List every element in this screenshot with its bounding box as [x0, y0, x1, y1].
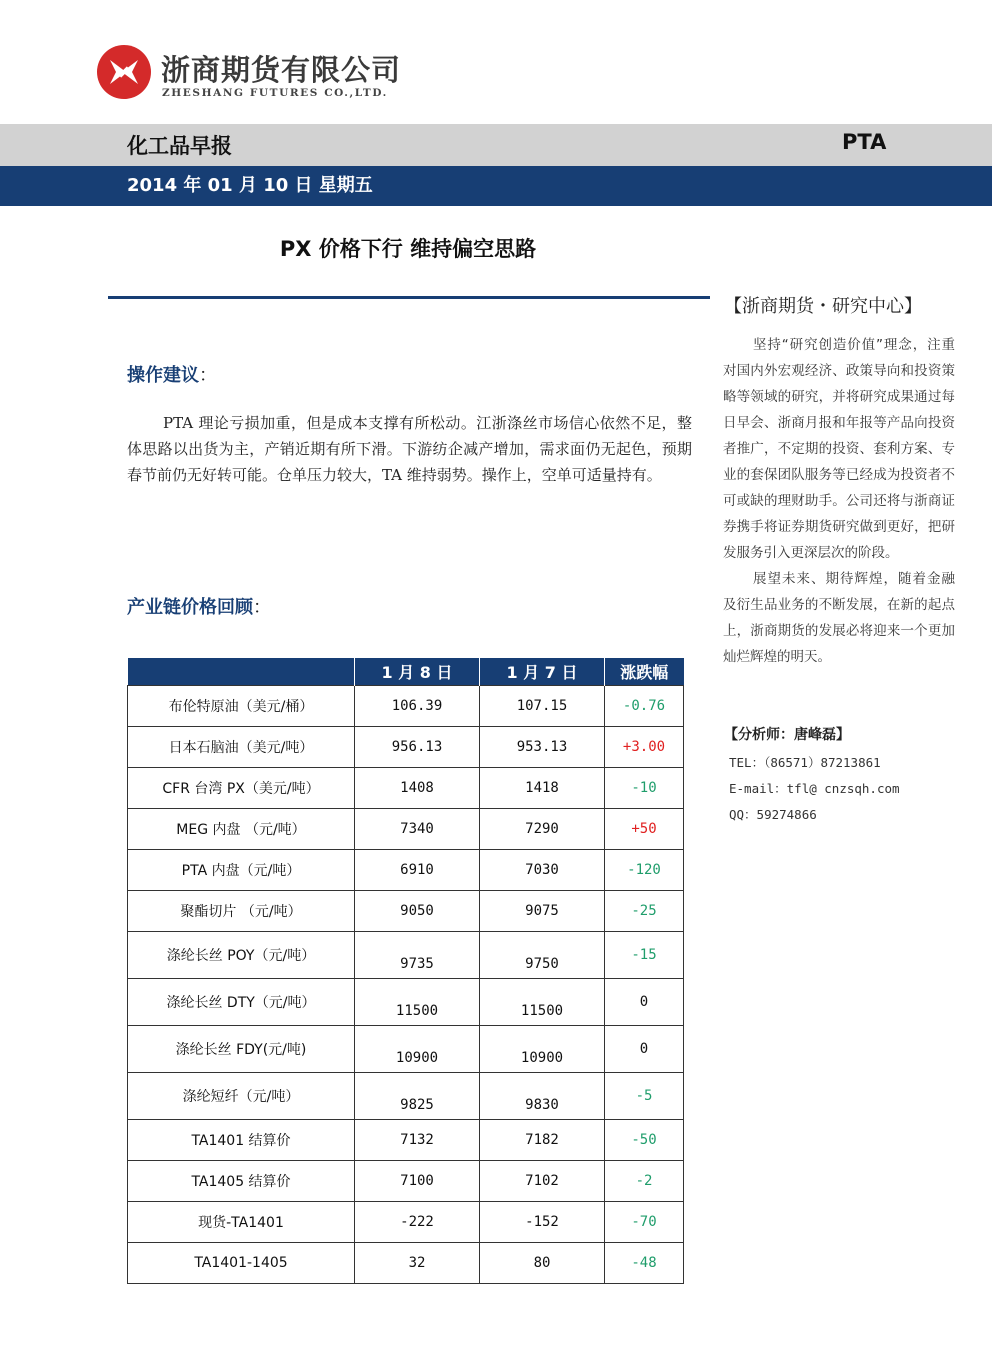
item-name-cell: 涤纶长丝 POY（元/吨）: [128, 932, 355, 979]
change-cell: 0: [605, 1026, 684, 1073]
table-row: [128, 932, 684, 979]
value-jan8-cell: -222: [355, 1202, 480, 1243]
product-code: PTA: [842, 130, 887, 154]
value-jan8-cell: 956.13: [355, 727, 480, 768]
advice-text: PTA 理论亏损加重，但是成本支撑有所松动。江浙涤丝市场信心依然不足，整体思路以出货为主，产销近期有所下滑。下游纺企减产增加，需求面仍无起色，预期春节前仍无好转可能。仓单压力较大，TA 维持弱势。操作上，空单可适量持有。: [127, 414, 692, 484]
advice-title: [127, 361, 217, 387]
table-row: [128, 1202, 684, 1243]
research-center-text: [723, 332, 955, 670]
company-name-en: ZHESHANG FUTURES CO.,LTD.: [162, 87, 388, 99]
header-date-2: 1 月 7 日: [480, 658, 605, 686]
change-cell: -5: [605, 1073, 684, 1120]
item-name-cell: 涤纶长丝 FDY(元/吨): [128, 1026, 355, 1073]
change-cell: 0: [605, 979, 684, 1026]
research-center-para-1: 坚持“研究创造价值”理念，注重对国内外宏观经济、政策导向和投资策略等领域的研究，并将研究成果通过每日早会、浙商月报和年报等产品向投资者推广，不定期的投资、套利方案、专业的套保团队服务等已经成为投资者不可或缺的理财助手。公司还将与浙商证券携手将证券期货研究做到更好，把研发服务引入更深层次的阶段。: [723, 337, 955, 561]
item-name-cell: 涤纶短纤（元/吨）: [128, 1073, 355, 1120]
table-row: [128, 1073, 684, 1120]
item-name-cell: PTA 内盘（元/吨）: [128, 850, 355, 891]
table-row: [128, 850, 684, 891]
change-cell: -120: [605, 850, 684, 891]
item-name-cell: 涤纶长丝 DTY（元/吨）: [128, 979, 355, 1026]
change-cell: +50: [605, 809, 684, 850]
change-cell: -15: [605, 932, 684, 979]
report-date: 2014 年 01 月 10 日 星期五: [127, 175, 373, 196]
item-name-cell: TA1405 结算价: [128, 1161, 355, 1202]
value-jan7-cell: 953.13: [480, 727, 605, 768]
report-title: 化工品早报: [127, 134, 232, 158]
price-table: [127, 658, 684, 1284]
price-review-title-colon: ：: [253, 597, 271, 618]
header-item: [128, 658, 355, 686]
value-jan8-cell: 1408: [355, 768, 480, 809]
value-jan8-cell: 7340: [355, 809, 480, 850]
value-jan7-cell: -152: [480, 1202, 605, 1243]
change-cell: -70: [605, 1202, 684, 1243]
item-name-cell: 现货-TA1401: [128, 1202, 355, 1243]
value-jan7-cell: 9075: [480, 891, 605, 932]
item-name-cell: 布伦特原油（美元/桶）: [128, 686, 355, 727]
value-jan7-cell: 1418: [480, 768, 605, 809]
table-row: [128, 891, 684, 932]
table-row: [128, 979, 684, 1026]
value-jan7-cell: 7102: [480, 1161, 605, 1202]
value-jan8-cell: 10900: [355, 1026, 480, 1073]
analyst-qq: QQ：59274866: [729, 807, 817, 822]
header-change: 涨跌幅: [605, 658, 684, 686]
table-row: [128, 1243, 684, 1284]
price-review-title-text: 产业链价格回顾: [127, 597, 253, 618]
value-jan8-cell: 11500: [355, 979, 480, 1026]
header-date-1: 1 月 8 日: [355, 658, 480, 686]
table-row: [128, 768, 684, 809]
value-jan7-cell: 7030: [480, 850, 605, 891]
table-row: [128, 1161, 684, 1202]
value-jan8-cell: 9825: [355, 1073, 480, 1120]
advice-title-colon: ：: [199, 365, 217, 386]
value-jan8-cell: 7100: [355, 1161, 480, 1202]
zheshang-logo-icon: [96, 44, 152, 100]
change-cell: -2: [605, 1161, 684, 1202]
item-name-cell: 聚酯切片 （元/吨）: [128, 891, 355, 932]
change-cell: -25: [605, 891, 684, 932]
price-review-title: [127, 593, 271, 619]
analyst-name: 【分析师：唐峰磊】: [724, 727, 850, 743]
price-table-header: [128, 658, 684, 686]
table-row: [128, 686, 684, 727]
change-cell: -0.76: [605, 686, 684, 727]
value-jan7-cell: 107.15: [480, 686, 605, 727]
item-name-cell: 日本石脑油（美元/吨）: [128, 727, 355, 768]
value-jan7-cell: 9750: [480, 932, 605, 979]
item-name-cell: TA1401 结算价: [128, 1120, 355, 1161]
research-center-para-2: 展望未来、期待辉煌，随着金融及衍生品业务的不断发展，在新的起点上，浙商期货的发展必将迎来一个更加灿烂辉煌的明天。: [723, 571, 955, 665]
value-jan8-cell: 32: [355, 1243, 480, 1284]
table-row: [128, 1026, 684, 1073]
change-cell: -50: [605, 1120, 684, 1161]
item-name-cell: MEG 内盘 （元/吨）: [128, 809, 355, 850]
value-jan8-cell: 6910: [355, 850, 480, 891]
research-center-heading: 【浙商期货・研究中心】: [724, 296, 922, 317]
value-jan8-cell: 9050: [355, 891, 480, 932]
table-row: [128, 727, 684, 768]
headline: PX 价格下行 维持偏空思路: [279, 237, 537, 261]
analyst-tel: TEL：（86571）87213861: [729, 755, 881, 770]
value-jan8-cell: 9735: [355, 932, 480, 979]
change-cell: -48: [605, 1243, 684, 1284]
change-cell: +3.00: [605, 727, 684, 768]
value-jan7-cell: 10900: [480, 1026, 605, 1073]
item-name-cell: CFR 台湾 PX（美元/吨）: [128, 768, 355, 809]
table-row: [128, 1120, 684, 1161]
headline-rule: [108, 296, 710, 299]
value-jan8-cell: 106.39: [355, 686, 480, 727]
change-cell: -10: [605, 768, 684, 809]
table-row: [128, 809, 684, 850]
value-jan7-cell: 11500: [480, 979, 605, 1026]
value-jan8-cell: 7132: [355, 1120, 480, 1161]
analyst-email: E-mail：tfl@ cnzsqh.com: [729, 781, 900, 796]
item-name-cell: TA1401-1405: [128, 1243, 355, 1284]
value-jan7-cell: 7182: [480, 1120, 605, 1161]
value-jan7-cell: 9830: [480, 1073, 605, 1120]
advice-title-text: 操作建议: [127, 365, 199, 386]
company-name-cn: 浙商期货有限公司: [161, 53, 402, 87]
value-jan7-cell: 80: [480, 1243, 605, 1284]
value-jan7-cell: 7290: [480, 809, 605, 850]
